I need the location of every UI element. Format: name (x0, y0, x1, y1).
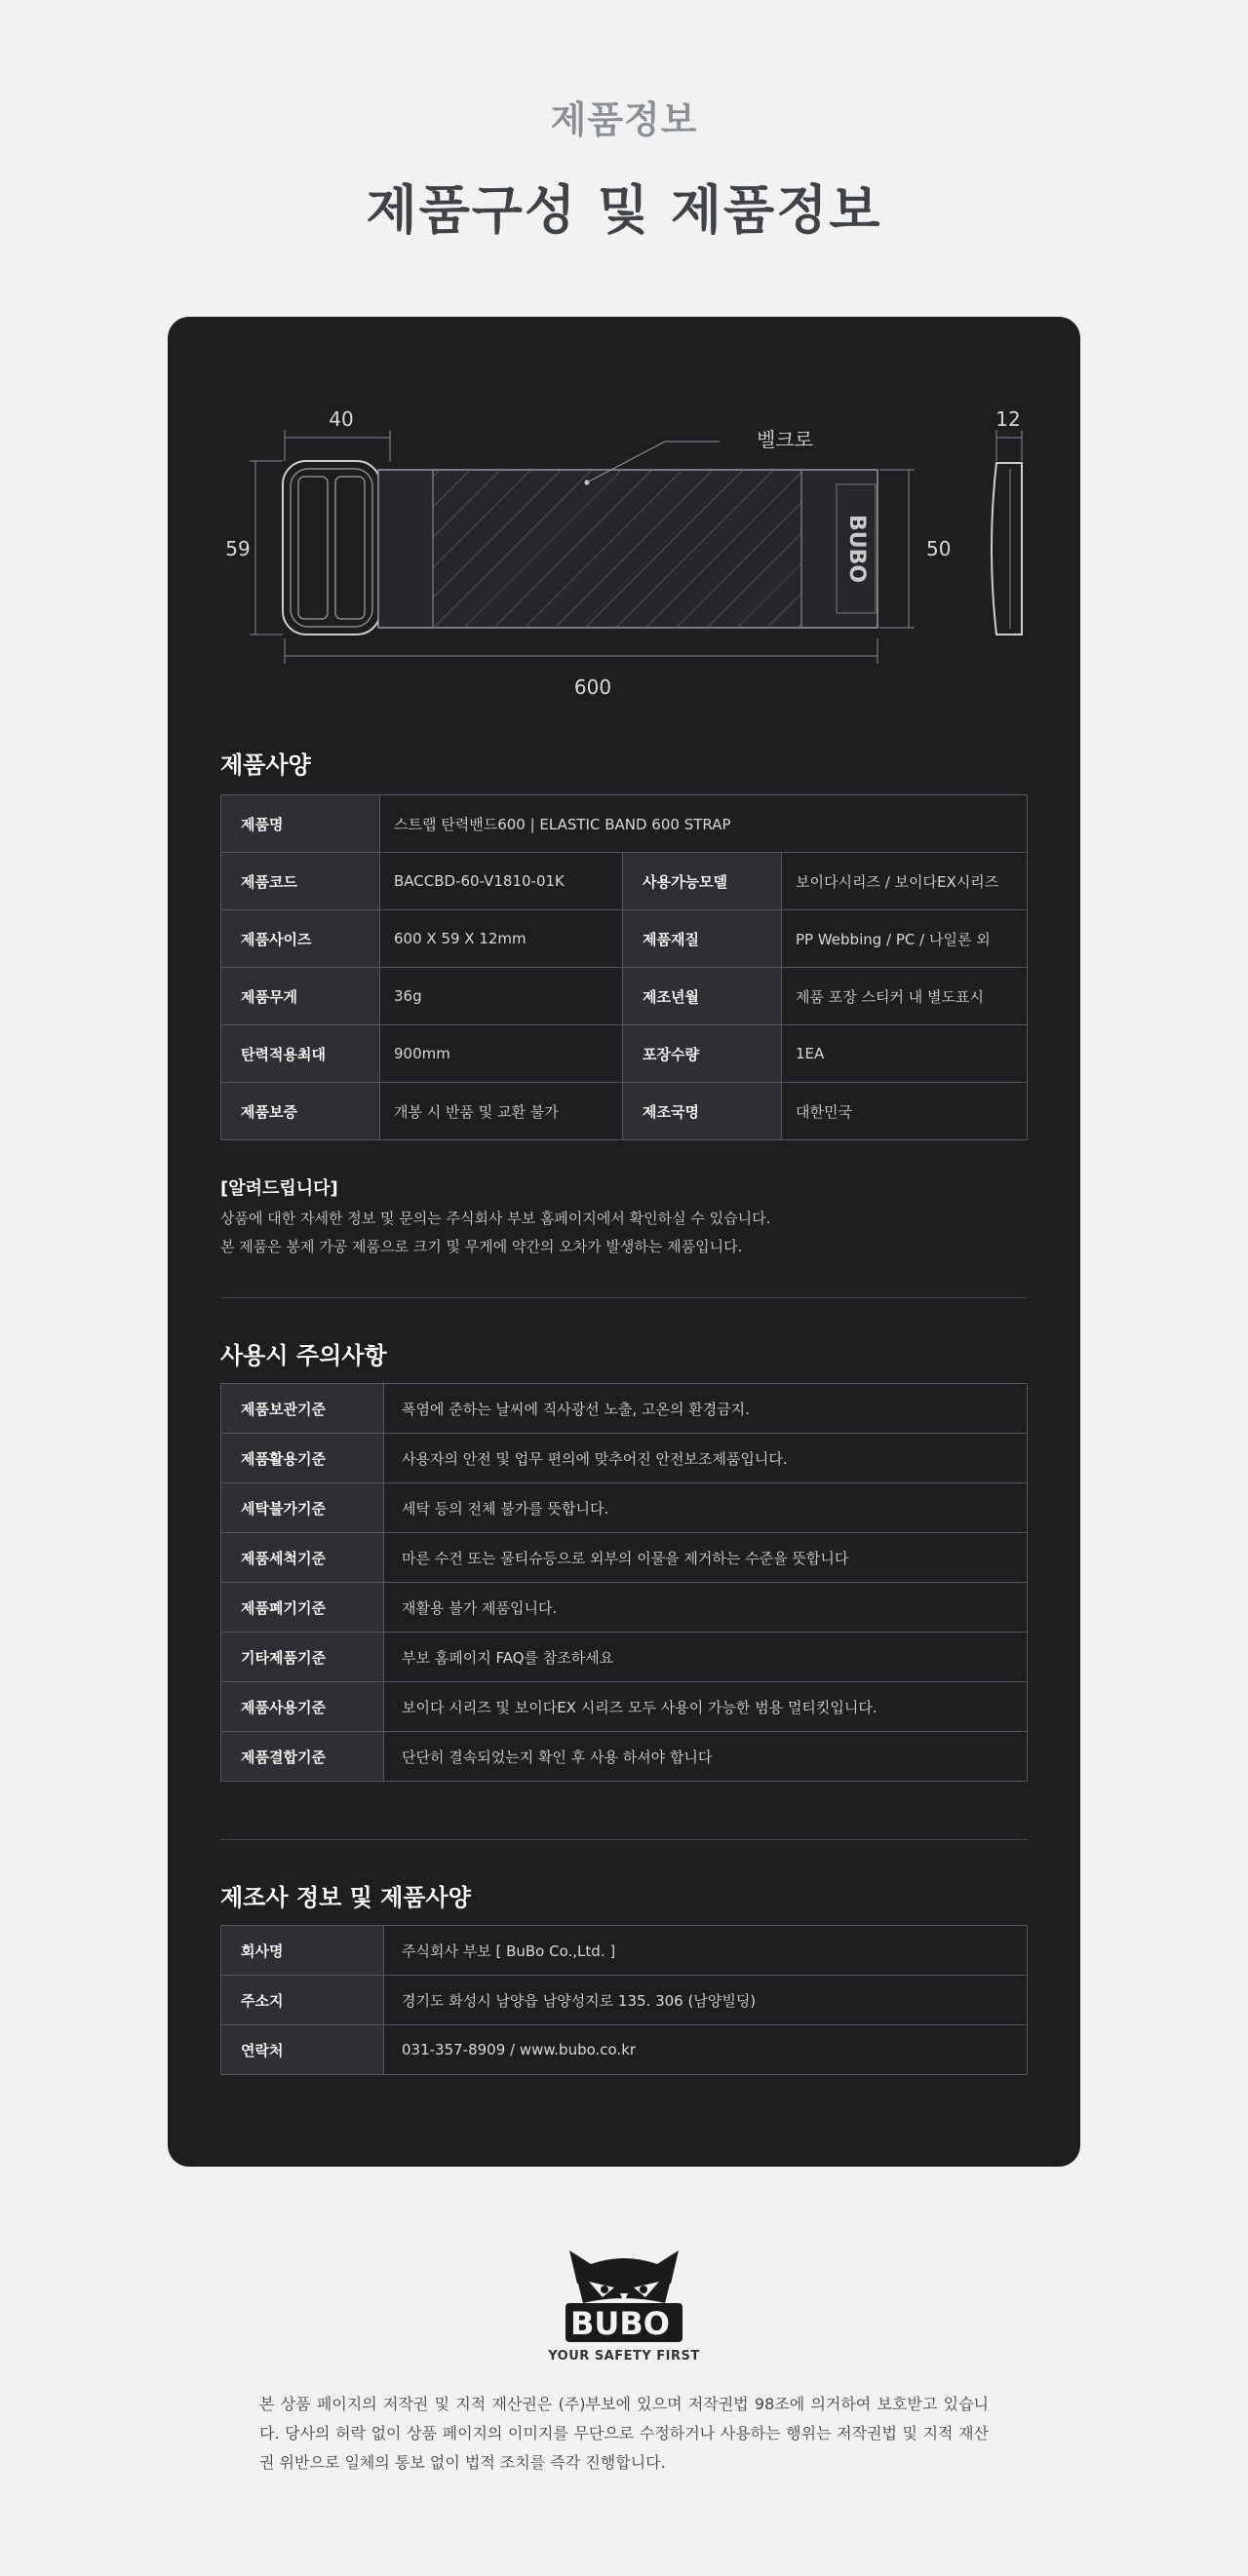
page-title: 제품구성 및 제품정보 (366, 179, 882, 241)
spec-value: PP Webbing / PC / 나일론 외 (782, 910, 1028, 968)
spec-label: 제품사이즈 (221, 910, 380, 968)
dim-thickness: 12 (995, 407, 1021, 431)
dim-height-left: 59 (225, 537, 251, 560)
spec-table (220, 794, 1028, 1140)
caution-value: 부보 홈페이지 FAQ를 참조하세요 (384, 1633, 1028, 1682)
table-row (221, 1434, 1028, 1483)
spec-value: 보이다시리즈 / 보이다EX시리즈 (782, 853, 1028, 910)
spec-value: 1EA (782, 1025, 1028, 1083)
logo-text: BUBO (570, 2305, 670, 2342)
maker-label: 회사명 (221, 1926, 384, 1976)
caution-label: 제품폐기기준 (221, 1583, 384, 1633)
divider (220, 1297, 1028, 1298)
spec-value: 대한민국 (782, 1083, 1028, 1140)
dim-height-right: 50 (926, 537, 952, 560)
caution-label: 제품사용기준 (221, 1682, 384, 1732)
spec-value: 600 X 59 X 12mm (380, 910, 623, 968)
maker-label: 주소지 (221, 1976, 384, 2025)
divider (220, 1839, 1028, 1840)
table-row (221, 910, 1028, 968)
caution-value: 사용자의 안전 및 업무 편의에 맞추어진 안전보조제품입니다. (384, 1434, 1028, 1483)
notice-block (220, 1174, 770, 1256)
copyright-notice: 본 상품 페이지의 저작권 및 지적 재산권은 (주)부보에 있으며 저작권법 98조에 의거하여 보호받고 있습니다. 당사의 허락 없이 상품 페이지의 이미지를 무단으로 수정하거나 사용하는 행위는 저작권법 및 지적 재산권 위반으로 일체의 통보 없이 법적 조치를 즉각 진행합니다. (259, 2395, 989, 2472)
spec-value: 스트랩 탄력밴드600 | ELASTIC BAND 600 STRAP (380, 795, 1028, 853)
table-row (221, 968, 1028, 1025)
buckle-shape (283, 461, 380, 634)
caution-value: 보이다 시리즈 및 보이다EX 시리즈 모두 사용이 가능한 범용 멀티킷입니다. (384, 1682, 1028, 1732)
caution-label: 기타제품기준 (221, 1633, 384, 1682)
caution-label: 제품세척기준 (221, 1533, 384, 1583)
strap-body (378, 442, 878, 628)
caution-label: 세탁불가기준 (221, 1483, 384, 1533)
spec-label: 제품보증 (221, 1083, 380, 1140)
spec-value: 36g (380, 968, 623, 1025)
table-row (221, 1384, 1028, 1434)
caution-label: 제품보관기준 (221, 1384, 384, 1434)
maker-section-title: 제조사 정보 및 제품사양 (220, 1884, 471, 1911)
spec-label: 제품명 (221, 795, 380, 853)
caution-value: 마른 수건 또는 물티슈등으로 외부의 이물을 제거하는 수준을 뜻합니다 (384, 1533, 1028, 1583)
table-row (221, 2025, 1028, 2075)
maker-value: 주식회사 부보 [ BuBo Co.,Ltd. ] (384, 1926, 1028, 1976)
notice-title: [알려드립니다] (220, 1178, 338, 1199)
product-info-card (168, 317, 1080, 2167)
spec-value: 개봉 시 반품 및 교환 불가 (380, 1083, 623, 1140)
bubo-owl-logo (560, 2245, 688, 2346)
table-row (221, 853, 1028, 910)
table-row (221, 795, 1028, 853)
spec-value: 제품 포장 스티커 내 별도표시 (782, 968, 1028, 1025)
caution-label: 제품활용기준 (221, 1434, 384, 1483)
spec-label: 제품무게 (221, 968, 380, 1025)
maker-value: 031-357-8909 / www.bubo.co.kr (384, 2025, 1028, 2075)
table-row (221, 1533, 1028, 1583)
notice-line: 본 제품은 봉제 가공 제품으로 크기 및 무게에 약간의 오차가 발생하는 제품입니다. (220, 1238, 743, 1255)
strap-drawing (168, 317, 1080, 736)
spec-value: BACCBD-60-V1810-01K (380, 853, 623, 910)
dim-length: 600 (573, 675, 612, 700)
spec-value: 900mm (380, 1025, 623, 1083)
table-row (221, 1583, 1028, 1633)
caution-value: 재활용 불가 제품입니다. (384, 1583, 1028, 1633)
table-row (221, 1083, 1028, 1140)
table-row (221, 1926, 1028, 1976)
caution-value: 단단히 결속되었는지 확인 후 사용 하셔야 합니다 (384, 1732, 1028, 1782)
table-row (221, 1025, 1028, 1083)
strap-logo-text: BUBO (844, 514, 869, 584)
table-row (221, 1682, 1028, 1732)
caution-label: 제품결합기준 (221, 1732, 384, 1782)
footer-tagline: YOUR SAFETY FIRST (548, 2349, 700, 2364)
page-subtitle: 제품정보 (550, 98, 698, 141)
caution-value: 세탁 등의 전체 불가를 뜻합니다. (384, 1483, 1028, 1533)
table-row (221, 1976, 1028, 2025)
spec-label: 탄력적용최대 (221, 1025, 380, 1083)
caution-section-title: 사용시 주의사항 (220, 1342, 387, 1369)
table-row (221, 1483, 1028, 1533)
spec-section-title: 제품사양 (220, 751, 311, 779)
notice-line: 상품에 대한 자세한 정보 및 문의는 주식회사 부보 홈페이지에서 확인하실 수 있습니다. (220, 1210, 771, 1227)
page-header (0, 0, 1248, 244)
spec-label: 사용가능모델 (623, 853, 782, 910)
spec-label: 제조국명 (623, 1083, 782, 1140)
side-view-shape (992, 463, 1022, 634)
registered-mark: ® (671, 2331, 682, 2345)
table-row (221, 1633, 1028, 1682)
spec-label: 제조년월 (623, 968, 782, 1025)
maker-table (220, 1925, 1028, 2075)
spec-label: 제품코드 (221, 853, 380, 910)
maker-label: 연락처 (221, 2025, 384, 2075)
maker-value: 경기도 화성시 남양읍 남양성지로 135. 306 (남양빌딩) (384, 1976, 1028, 2025)
product-diagram (168, 317, 1080, 736)
table-row (221, 1732, 1028, 1782)
dim-buckle-width: 40 (329, 407, 354, 431)
caution-value: 폭염에 준하는 날씨에 직사광선 노출, 고온의 환경금지. (384, 1384, 1028, 1434)
caution-table (220, 1383, 1028, 1782)
spec-label: 제품재질 (623, 910, 782, 968)
velcro-callout: 벨크로 (757, 428, 813, 451)
spec-label: 포장수량 (623, 1025, 782, 1083)
